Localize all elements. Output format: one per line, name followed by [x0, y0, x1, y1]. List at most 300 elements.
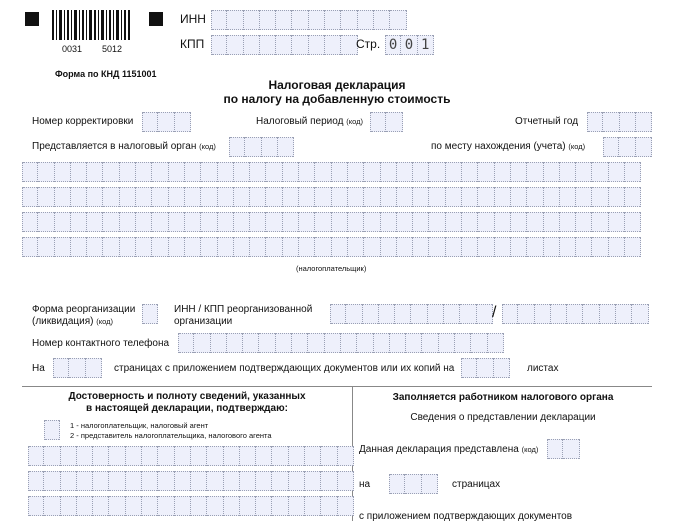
input-cell[interactable]	[256, 496, 272, 516]
input-cell[interactable]	[272, 446, 288, 466]
input-cell[interactable]	[55, 212, 71, 232]
right-pages-field[interactable]	[389, 474, 438, 494]
period-field[interactable]	[370, 112, 403, 132]
input-cell[interactable]	[413, 187, 429, 207]
input-cell[interactable]	[136, 212, 152, 232]
kpp-field[interactable]	[211, 35, 358, 55]
input-cell[interactable]	[142, 471, 158, 491]
input-cell[interactable]	[234, 162, 250, 182]
input-cell[interactable]	[332, 187, 348, 207]
input-cell[interactable]	[511, 187, 527, 207]
input-cell[interactable]	[446, 187, 462, 207]
input-cell[interactable]	[245, 137, 261, 157]
input-cell[interactable]	[600, 304, 616, 324]
input-cell[interactable]	[234, 237, 250, 257]
input-cell[interactable]	[315, 237, 331, 257]
input-cell[interactable]	[478, 237, 494, 257]
input-cell[interactable]	[109, 496, 125, 516]
input-cell[interactable]	[544, 212, 560, 232]
input-cell[interactable]	[77, 446, 93, 466]
input-cell[interactable]	[625, 212, 641, 232]
input-cell[interactable]	[527, 162, 543, 182]
input-cell[interactable]	[142, 304, 158, 324]
input-cell[interactable]	[471, 333, 487, 353]
input-cell[interactable]	[495, 212, 511, 232]
input-cell[interactable]	[374, 333, 390, 353]
phone-field[interactable]	[178, 333, 504, 353]
taxpayer-name-row-4[interactable]	[22, 237, 641, 257]
input-cell[interactable]	[592, 212, 608, 232]
input-cell[interactable]	[28, 496, 44, 516]
input-cell[interactable]	[609, 187, 625, 207]
input-cell[interactable]	[370, 112, 386, 132]
input-cell[interactable]	[619, 137, 635, 157]
input-cell[interactable]	[211, 10, 227, 30]
input-cell[interactable]	[397, 162, 413, 182]
input-cell[interactable]	[224, 471, 240, 491]
input-cell[interactable]	[364, 212, 380, 232]
input-cell[interactable]	[175, 446, 191, 466]
input-cell[interactable]	[185, 187, 201, 207]
input-cell[interactable]	[346, 304, 362, 324]
input-cell[interactable]	[428, 304, 444, 324]
input-cell[interactable]	[616, 304, 632, 324]
input-cell[interactable]	[22, 237, 38, 257]
input-cell[interactable]	[266, 162, 282, 182]
taxpayer-name-row-1[interactable]	[22, 162, 641, 182]
input-cell[interactable]	[240, 496, 256, 516]
input-cell[interactable]	[321, 446, 337, 466]
input-cell[interactable]	[158, 112, 174, 132]
input-cell[interactable]	[103, 212, 119, 232]
input-cell[interactable]	[544, 237, 560, 257]
input-cell[interactable]	[142, 112, 158, 132]
input-cell[interactable]	[341, 333, 357, 353]
input-cell[interactable]	[544, 162, 560, 182]
input-cell[interactable]	[178, 333, 194, 353]
input-cell[interactable]	[332, 212, 348, 232]
input-cell[interactable]	[477, 358, 493, 378]
input-cell[interactable]	[191, 496, 207, 516]
location-field[interactable]	[603, 137, 652, 157]
input-cell[interactable]	[495, 187, 511, 207]
input-cell[interactable]	[250, 237, 266, 257]
input-cell[interactable]	[87, 212, 103, 232]
input-cell[interactable]	[227, 10, 243, 30]
signer-name-row-2[interactable]	[28, 471, 354, 491]
input-cell[interactable]	[55, 162, 71, 182]
input-cell[interactable]	[527, 187, 543, 207]
input-cell[interactable]	[77, 496, 93, 516]
input-cell[interactable]	[315, 162, 331, 182]
year-field[interactable]	[587, 112, 652, 132]
input-cell[interactable]	[462, 237, 478, 257]
input-cell[interactable]	[169, 187, 185, 207]
input-cell[interactable]	[364, 237, 380, 257]
input-cell[interactable]	[603, 137, 619, 157]
input-cell[interactable]	[201, 187, 217, 207]
input-cell[interactable]	[44, 446, 60, 466]
input-cell[interactable]	[374, 10, 390, 30]
input-cell[interactable]	[28, 446, 44, 466]
input-cell[interactable]	[308, 333, 324, 353]
input-cell[interactable]	[250, 162, 266, 182]
input-cell[interactable]	[609, 212, 625, 232]
input-cell[interactable]	[109, 471, 125, 491]
input-cell[interactable]	[136, 187, 152, 207]
input-cell[interactable]	[44, 420, 60, 440]
input-cell[interactable]	[283, 187, 299, 207]
input-cell[interactable]	[201, 212, 217, 232]
input-cell[interactable]	[44, 471, 60, 491]
input-cell[interactable]	[272, 496, 288, 516]
input-cell[interactable]	[201, 162, 217, 182]
input-cell[interactable]	[632, 304, 648, 324]
correction-field[interactable]	[142, 112, 191, 132]
input-cell[interactable]	[152, 162, 168, 182]
input-cell[interactable]	[364, 162, 380, 182]
input-cell[interactable]	[592, 237, 608, 257]
input-cell[interactable]	[292, 10, 308, 30]
input-cell[interactable]	[636, 137, 652, 157]
reorg-kpp-field[interactable]	[502, 304, 649, 324]
input-cell[interactable]	[276, 333, 292, 353]
input-cell[interactable]	[444, 304, 460, 324]
input-cell[interactable]	[560, 187, 576, 207]
input-cell[interactable]	[93, 446, 109, 466]
input-cell[interactable]	[152, 212, 168, 232]
input-cell[interactable]	[283, 237, 299, 257]
input-cell[interactable]	[260, 10, 276, 30]
signer-name-row-1[interactable]	[28, 446, 354, 466]
input-cell[interactable]	[560, 162, 576, 182]
input-cell[interactable]	[413, 237, 429, 257]
input-cell[interactable]	[315, 212, 331, 232]
input-cell[interactable]	[636, 112, 652, 132]
input-cell[interactable]	[158, 471, 174, 491]
input-cell[interactable]	[201, 237, 217, 257]
input-cell[interactable]	[299, 187, 315, 207]
input-cell[interactable]	[625, 237, 641, 257]
input-cell[interactable]	[260, 35, 276, 55]
input-cell[interactable]	[22, 187, 38, 207]
input-cell[interactable]	[191, 471, 207, 491]
input-cell[interactable]	[395, 304, 411, 324]
input-cell[interactable]	[309, 10, 325, 30]
input-cell[interactable]	[71, 162, 87, 182]
input-cell[interactable]	[461, 358, 477, 378]
input-cell[interactable]	[126, 471, 142, 491]
input-cell[interactable]	[283, 212, 299, 232]
input-cell[interactable]	[413, 212, 429, 232]
input-cell[interactable]	[256, 471, 272, 491]
input-cell[interactable]	[93, 496, 109, 516]
input-cell[interactable]	[576, 237, 592, 257]
input-cell[interactable]	[103, 187, 119, 207]
input-cell[interactable]	[381, 212, 397, 232]
input-cell[interactable]	[234, 187, 250, 207]
input-cell[interactable]	[364, 187, 380, 207]
input-cell[interactable]	[256, 446, 272, 466]
input-cell[interactable]	[224, 496, 240, 516]
input-cell[interactable]	[527, 212, 543, 232]
input-cell[interactable]	[603, 112, 619, 132]
input-cell[interactable]	[429, 162, 445, 182]
input-cell[interactable]	[175, 112, 191, 132]
input-cell[interactable]	[218, 212, 234, 232]
input-cell[interactable]	[211, 333, 227, 353]
input-cell[interactable]	[511, 162, 527, 182]
input-cell[interactable]	[547, 439, 563, 459]
input-cell[interactable]	[244, 35, 260, 55]
input-cell[interactable]	[38, 187, 54, 207]
input-cell[interactable]	[381, 162, 397, 182]
input-cell[interactable]	[244, 10, 260, 30]
input-cell[interactable]	[87, 237, 103, 257]
input-cell[interactable]	[332, 162, 348, 182]
input-cell[interactable]	[120, 212, 136, 232]
input-cell[interactable]	[77, 471, 93, 491]
input-cell[interactable]	[259, 333, 275, 353]
input-cell[interactable]	[321, 471, 337, 491]
input-cell[interactable]	[69, 358, 85, 378]
input-cell[interactable]	[289, 496, 305, 516]
input-cell[interactable]	[625, 187, 641, 207]
input-cell[interactable]	[28, 471, 44, 491]
input-cell[interactable]	[120, 187, 136, 207]
input-cell[interactable]	[227, 35, 243, 55]
input-cell[interactable]	[462, 162, 478, 182]
input-cell[interactable]	[211, 35, 227, 55]
input-cell[interactable]	[61, 446, 77, 466]
input-cell[interactable]	[535, 304, 551, 324]
input-cell[interactable]	[87, 187, 103, 207]
input-cell[interactable]	[348, 212, 364, 232]
input-cell[interactable]	[136, 162, 152, 182]
input-cell[interactable]	[175, 471, 191, 491]
input-cell[interactable]	[363, 304, 379, 324]
input-cell[interactable]	[71, 237, 87, 257]
input-cell[interactable]	[126, 496, 142, 516]
input-cell[interactable]	[502, 304, 518, 324]
input-cell[interactable]	[120, 237, 136, 257]
input-cell[interactable]	[207, 496, 223, 516]
input-cell[interactable]	[136, 237, 152, 257]
input-cell[interactable]	[348, 187, 364, 207]
input-cell[interactable]	[446, 212, 462, 232]
input-cell[interactable]	[207, 471, 223, 491]
input-cell[interactable]	[276, 35, 292, 55]
input-cell[interactable]	[620, 112, 636, 132]
input-cell[interactable]	[478, 212, 494, 232]
input-cell[interactable]	[218, 162, 234, 182]
input-cell[interactable]	[439, 333, 455, 353]
input-cell[interactable]	[292, 35, 308, 55]
input-cell[interactable]	[592, 162, 608, 182]
input-cell[interactable]	[169, 237, 185, 257]
input-cell[interactable]	[276, 10, 292, 30]
input-cell[interactable]	[289, 446, 305, 466]
input-cell[interactable]	[93, 471, 109, 491]
input-cell[interactable]	[292, 333, 308, 353]
input-cell[interactable]	[305, 446, 321, 466]
taxpayer-name-row-3[interactable]	[22, 212, 641, 232]
input-cell[interactable]	[185, 212, 201, 232]
input-cell[interactable]	[609, 237, 625, 257]
input-cell[interactable]	[411, 304, 427, 324]
input-cell[interactable]	[266, 237, 282, 257]
input-cell[interactable]	[55, 187, 71, 207]
input-cell[interactable]	[169, 212, 185, 232]
input-cell[interactable]	[422, 333, 438, 353]
input-cell[interactable]	[397, 212, 413, 232]
presented-code-field[interactable]	[547, 439, 580, 459]
input-cell[interactable]	[560, 212, 576, 232]
pages-count-field[interactable]	[53, 358, 102, 378]
input-cell[interactable]	[478, 187, 494, 207]
input-cell[interactable]	[406, 333, 422, 353]
input-cell[interactable]	[185, 237, 201, 257]
input-cell[interactable]	[477, 304, 493, 324]
input-cell[interactable]	[462, 212, 478, 232]
input-cell[interactable]	[462, 187, 478, 207]
input-cell[interactable]	[224, 446, 240, 466]
input-cell[interactable]	[243, 333, 259, 353]
input-cell[interactable]	[348, 237, 364, 257]
input-cell[interactable]	[495, 162, 511, 182]
input-cell[interactable]	[142, 496, 158, 516]
input-cell[interactable]	[152, 187, 168, 207]
input-cell[interactable]	[495, 237, 511, 257]
input-cell[interactable]	[429, 237, 445, 257]
input-cell[interactable]	[429, 187, 445, 207]
signer-name-row-3[interactable]	[28, 496, 354, 516]
input-cell[interactable]	[583, 304, 599, 324]
input-cell[interactable]	[625, 162, 641, 182]
input-cell[interactable]	[185, 162, 201, 182]
input-cell[interactable]	[289, 471, 305, 491]
input-cell[interactable]	[478, 162, 494, 182]
input-cell[interactable]	[250, 212, 266, 232]
taxpayer-name-row-2[interactable]	[22, 187, 641, 207]
input-cell[interactable]	[321, 496, 337, 516]
input-cell[interactable]	[240, 446, 256, 466]
input-cell[interactable]	[61, 496, 77, 516]
input-cell[interactable]	[341, 10, 357, 30]
input-cell[interactable]	[240, 471, 256, 491]
input-cell[interactable]	[207, 446, 223, 466]
input-cell[interactable]	[330, 304, 346, 324]
input-cell[interactable]	[413, 162, 429, 182]
input-cell[interactable]	[309, 35, 325, 55]
input-cell[interactable]	[266, 212, 282, 232]
tax-organ-field[interactable]	[229, 137, 294, 157]
input-cell[interactable]	[422, 474, 438, 494]
input-cell[interactable]	[338, 446, 354, 466]
input-cell[interactable]	[191, 446, 207, 466]
input-cell[interactable]	[560, 237, 576, 257]
input-cell[interactable]	[332, 237, 348, 257]
reorg-inn-field[interactable]	[330, 304, 493, 324]
input-cell[interactable]	[305, 471, 321, 491]
input-cell[interactable]	[227, 333, 243, 353]
input-cell[interactable]	[22, 212, 38, 232]
input-cell[interactable]	[397, 187, 413, 207]
input-cell[interactable]	[250, 187, 266, 207]
input-cell[interactable]	[158, 496, 174, 516]
input-cell[interactable]	[386, 112, 402, 132]
input-cell[interactable]	[44, 496, 60, 516]
input-cell[interactable]	[38, 212, 54, 232]
input-cell[interactable]	[169, 162, 185, 182]
input-cell[interactable]	[390, 333, 406, 353]
input-cell[interactable]	[53, 358, 69, 378]
input-cell[interactable]	[218, 237, 234, 257]
input-cell[interactable]	[325, 333, 341, 353]
input-cell[interactable]	[234, 212, 250, 232]
input-cell[interactable]	[338, 496, 354, 516]
input-cell[interactable]	[229, 137, 245, 157]
input-cell[interactable]	[389, 474, 405, 494]
input-cell[interactable]	[299, 212, 315, 232]
input-cell[interactable]	[405, 474, 421, 494]
input-cell[interactable]	[551, 304, 567, 324]
input-cell[interactable]	[609, 162, 625, 182]
input-cell[interactable]	[61, 471, 77, 491]
input-cell[interactable]	[390, 10, 406, 30]
input-cell[interactable]	[152, 237, 168, 257]
input-cell[interactable]	[494, 358, 510, 378]
input-cell[interactable]	[266, 187, 282, 207]
input-cell[interactable]	[87, 162, 103, 182]
input-cell[interactable]	[381, 237, 397, 257]
input-cell[interactable]	[126, 446, 142, 466]
input-cell[interactable]	[357, 333, 373, 353]
input-cell[interactable]	[218, 187, 234, 207]
input-cell[interactable]	[262, 137, 278, 157]
input-cell[interactable]	[518, 304, 534, 324]
input-cell[interactable]	[576, 212, 592, 232]
input-cell[interactable]	[455, 333, 471, 353]
input-cell[interactable]	[381, 187, 397, 207]
input-cell[interactable]	[109, 446, 125, 466]
input-cell[interactable]	[587, 112, 603, 132]
input-cell[interactable]	[460, 304, 476, 324]
input-cell[interactable]	[120, 162, 136, 182]
input-cell[interactable]	[71, 212, 87, 232]
input-cell[interactable]	[315, 187, 331, 207]
input-cell[interactable]	[158, 446, 174, 466]
input-cell[interactable]	[358, 10, 374, 30]
input-cell[interactable]	[325, 35, 341, 55]
input-cell[interactable]	[71, 187, 87, 207]
input-cell[interactable]	[86, 358, 102, 378]
input-cell[interactable]	[429, 212, 445, 232]
input-cell[interactable]	[397, 237, 413, 257]
input-cell[interactable]	[38, 237, 54, 257]
input-cell[interactable]	[38, 162, 54, 182]
input-cell[interactable]	[299, 237, 315, 257]
input-cell[interactable]	[103, 237, 119, 257]
input-cell[interactable]	[299, 162, 315, 182]
input-cell[interactable]	[348, 162, 364, 182]
input-cell[interactable]	[576, 187, 592, 207]
input-cell[interactable]	[278, 137, 294, 157]
input-cell[interactable]	[527, 237, 543, 257]
input-cell[interactable]	[592, 187, 608, 207]
input-cell[interactable]	[379, 304, 395, 324]
input-cell[interactable]	[175, 496, 191, 516]
